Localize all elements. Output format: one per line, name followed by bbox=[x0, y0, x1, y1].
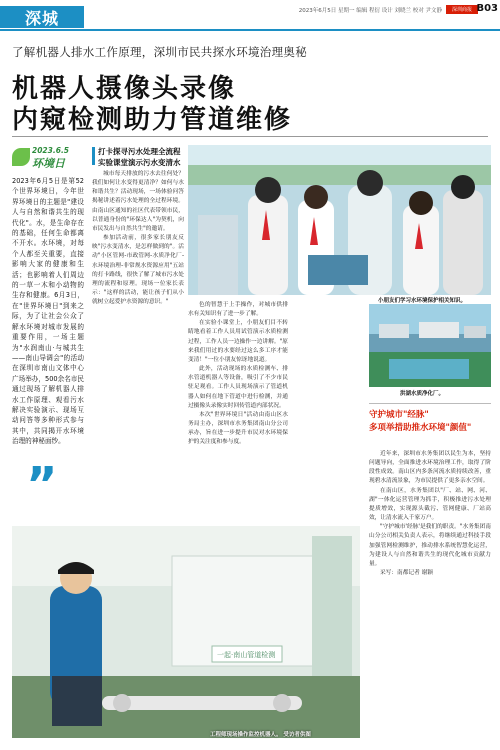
page-header bbox=[0, 0, 500, 30]
body-column-4 bbox=[369, 450, 491, 578]
title-divider bbox=[12, 136, 488, 137]
page-number: B03 bbox=[476, 3, 498, 14]
photo-children-learning bbox=[188, 145, 491, 295]
header-meta: 2023年6月5日 星期一 编辑 程衍 设计 刘晓兰 校对 尹文静 bbox=[298, 8, 442, 14]
body-column-2 bbox=[92, 170, 184, 307]
environment-day-logo: 2023.6.5 环境日 bbox=[12, 146, 84, 170]
section-marker bbox=[92, 147, 95, 165]
subsection-heading-1: 守护城市"经脉" bbox=[369, 410, 429, 420]
paragraph: 色的智慧于上手操作，对城市供排水有关知识有了进一步了解。 bbox=[188, 302, 288, 318]
newspaper-badge: 深圳商报 bbox=[446, 5, 478, 14]
paragraph: 本次"世界环境日"活动由南山区水务局主办，深圳市水务集团南山分公司承办，旨在进一步提升市民对水环境保护的关注度和参与度。 bbox=[188, 411, 288, 446]
paragraph: 在实验小课堂上，小朋友们目不转睛地看着工作人员用试管演示水质检测过程，工作人员一边操作一边讲解。"原来我们用过的水要经过这么多工序才能变清！"一位小朋友惊讶地说道。 bbox=[188, 320, 288, 363]
article-title-line2: 内窥检测助力管道维修 bbox=[12, 105, 293, 135]
photo2-caption: 洪湖水质净化厂。 bbox=[400, 391, 445, 397]
body-column-3 bbox=[188, 301, 288, 448]
subsection-divider bbox=[369, 403, 491, 404]
paragraph: 参加活动前，很多家长朋友反映"污水变清水，是怎样做到的"。活动"小区管网-市政管网-水质净化厂-水环境治理-非常规水资源应用"五站的打卡路线，很快了解了城市污水处理的流程和原理。现场一位家长表示："这样的活动，能让孩子们从小就树立起爱护水资源的意识。" bbox=[92, 235, 184, 306]
leaf-icon bbox=[12, 148, 30, 166]
paragraph: 此外，活动现场的水质检测车、排水管道机器人等设备，吸引了不少市民驻足观看。工作人员现场演示了管道机器人如何在地下管道中进行检测，并通过摄像头录像实时回传管道内部状况。 bbox=[188, 366, 288, 409]
quote-icon: ” bbox=[26, 457, 58, 513]
section-heading-1: 打卡探寻污水处理全流程 bbox=[98, 147, 181, 156]
article-title-line1: 机器人摄像头录像 bbox=[12, 74, 237, 104]
section-tag: 深城 bbox=[0, 6, 84, 28]
lede-text: 2023年6月5日是第52个世界环境日，今年世界环境日的主题是"建设人与自然和谐共生的现代化"。水，是生命存在的基础，任何生命都离不开水。水环境，对每个人都至关重要，直接影响大家的健康和生活；也影响着人们周边的一草一木和小动物的生存和健康。6月3日，在"世界环境日"到来之际，为了让社会公众了解水环境对城市发展的重要作用，一场主题为"水润南山·与城共生——南山导调会"的活动在深圳市南山文体中心广场举办，500余名市民通过现场了解机器人排水工作原理、观看污水解决实验演示、现场互动问答等多种形式参与其中，共同揭开水环境治理的神秘面纱。 bbox=[12, 177, 84, 446]
photo3-caption: 工程师现场操作监控机器人。 受访者供图 bbox=[210, 732, 311, 738]
paragraph: 在南山区，水务集团以"厂、站、网、河、湖"一体化运营管理为抓手，积极推进污水处理提质增效，实现源头截污、管网健康、厂站高效，让清水流入千家万户。 bbox=[369, 487, 491, 522]
byline: 采写：南都记者 谢颖 bbox=[380, 570, 433, 577]
header-rule bbox=[0, 29, 500, 31]
subsection-heading-2: 多项举措助推水环境"颜值" bbox=[369, 423, 472, 433]
paragraph: 城市每天排放的污水去往何处？我们如何让水变得更清净？如何与水和谐共生？活动现场，一场体验问答揭秘讲述着污水处理的全过程环境。由南山区通知的社区代表带领市民，以普通身份的"环保达人"为契机，向市民发出与自然共生"的邀请。 bbox=[92, 171, 184, 232]
photo-water-plant bbox=[369, 304, 491, 387]
photo1-caption: 小朋友们学习水环境保护相关知识。 bbox=[378, 298, 467, 304]
photo-engineer-robot bbox=[12, 526, 360, 738]
paragraph: "守护城市'经脉'是我们的职责。"水务集团南山分公司相关负责人表示，将继续通过科技手段加强管网检测维护，推动排水系统智慧化运营，为建设人与自然和谐共生的现代化城市贡献力量。 bbox=[369, 524, 491, 567]
photo3-banner-text: 一起·南山管道检测 bbox=[217, 651, 276, 659]
article-subtitle: 了解机器人排水工作原理，深圳市民共探水环境治理奥秘 bbox=[12, 45, 307, 59]
section-heading-2: 实验课堂演示污水变清水 bbox=[98, 158, 181, 167]
paragraph: 近年来，深圳市水务集团以民生为本，坚持问题导向，全面推进水环境治理工作，取得了阶段性成效。南山区内多条河流水质持续改善，重现碧水清流景象，为市民提供了更多亲水空间。 bbox=[369, 451, 491, 485]
